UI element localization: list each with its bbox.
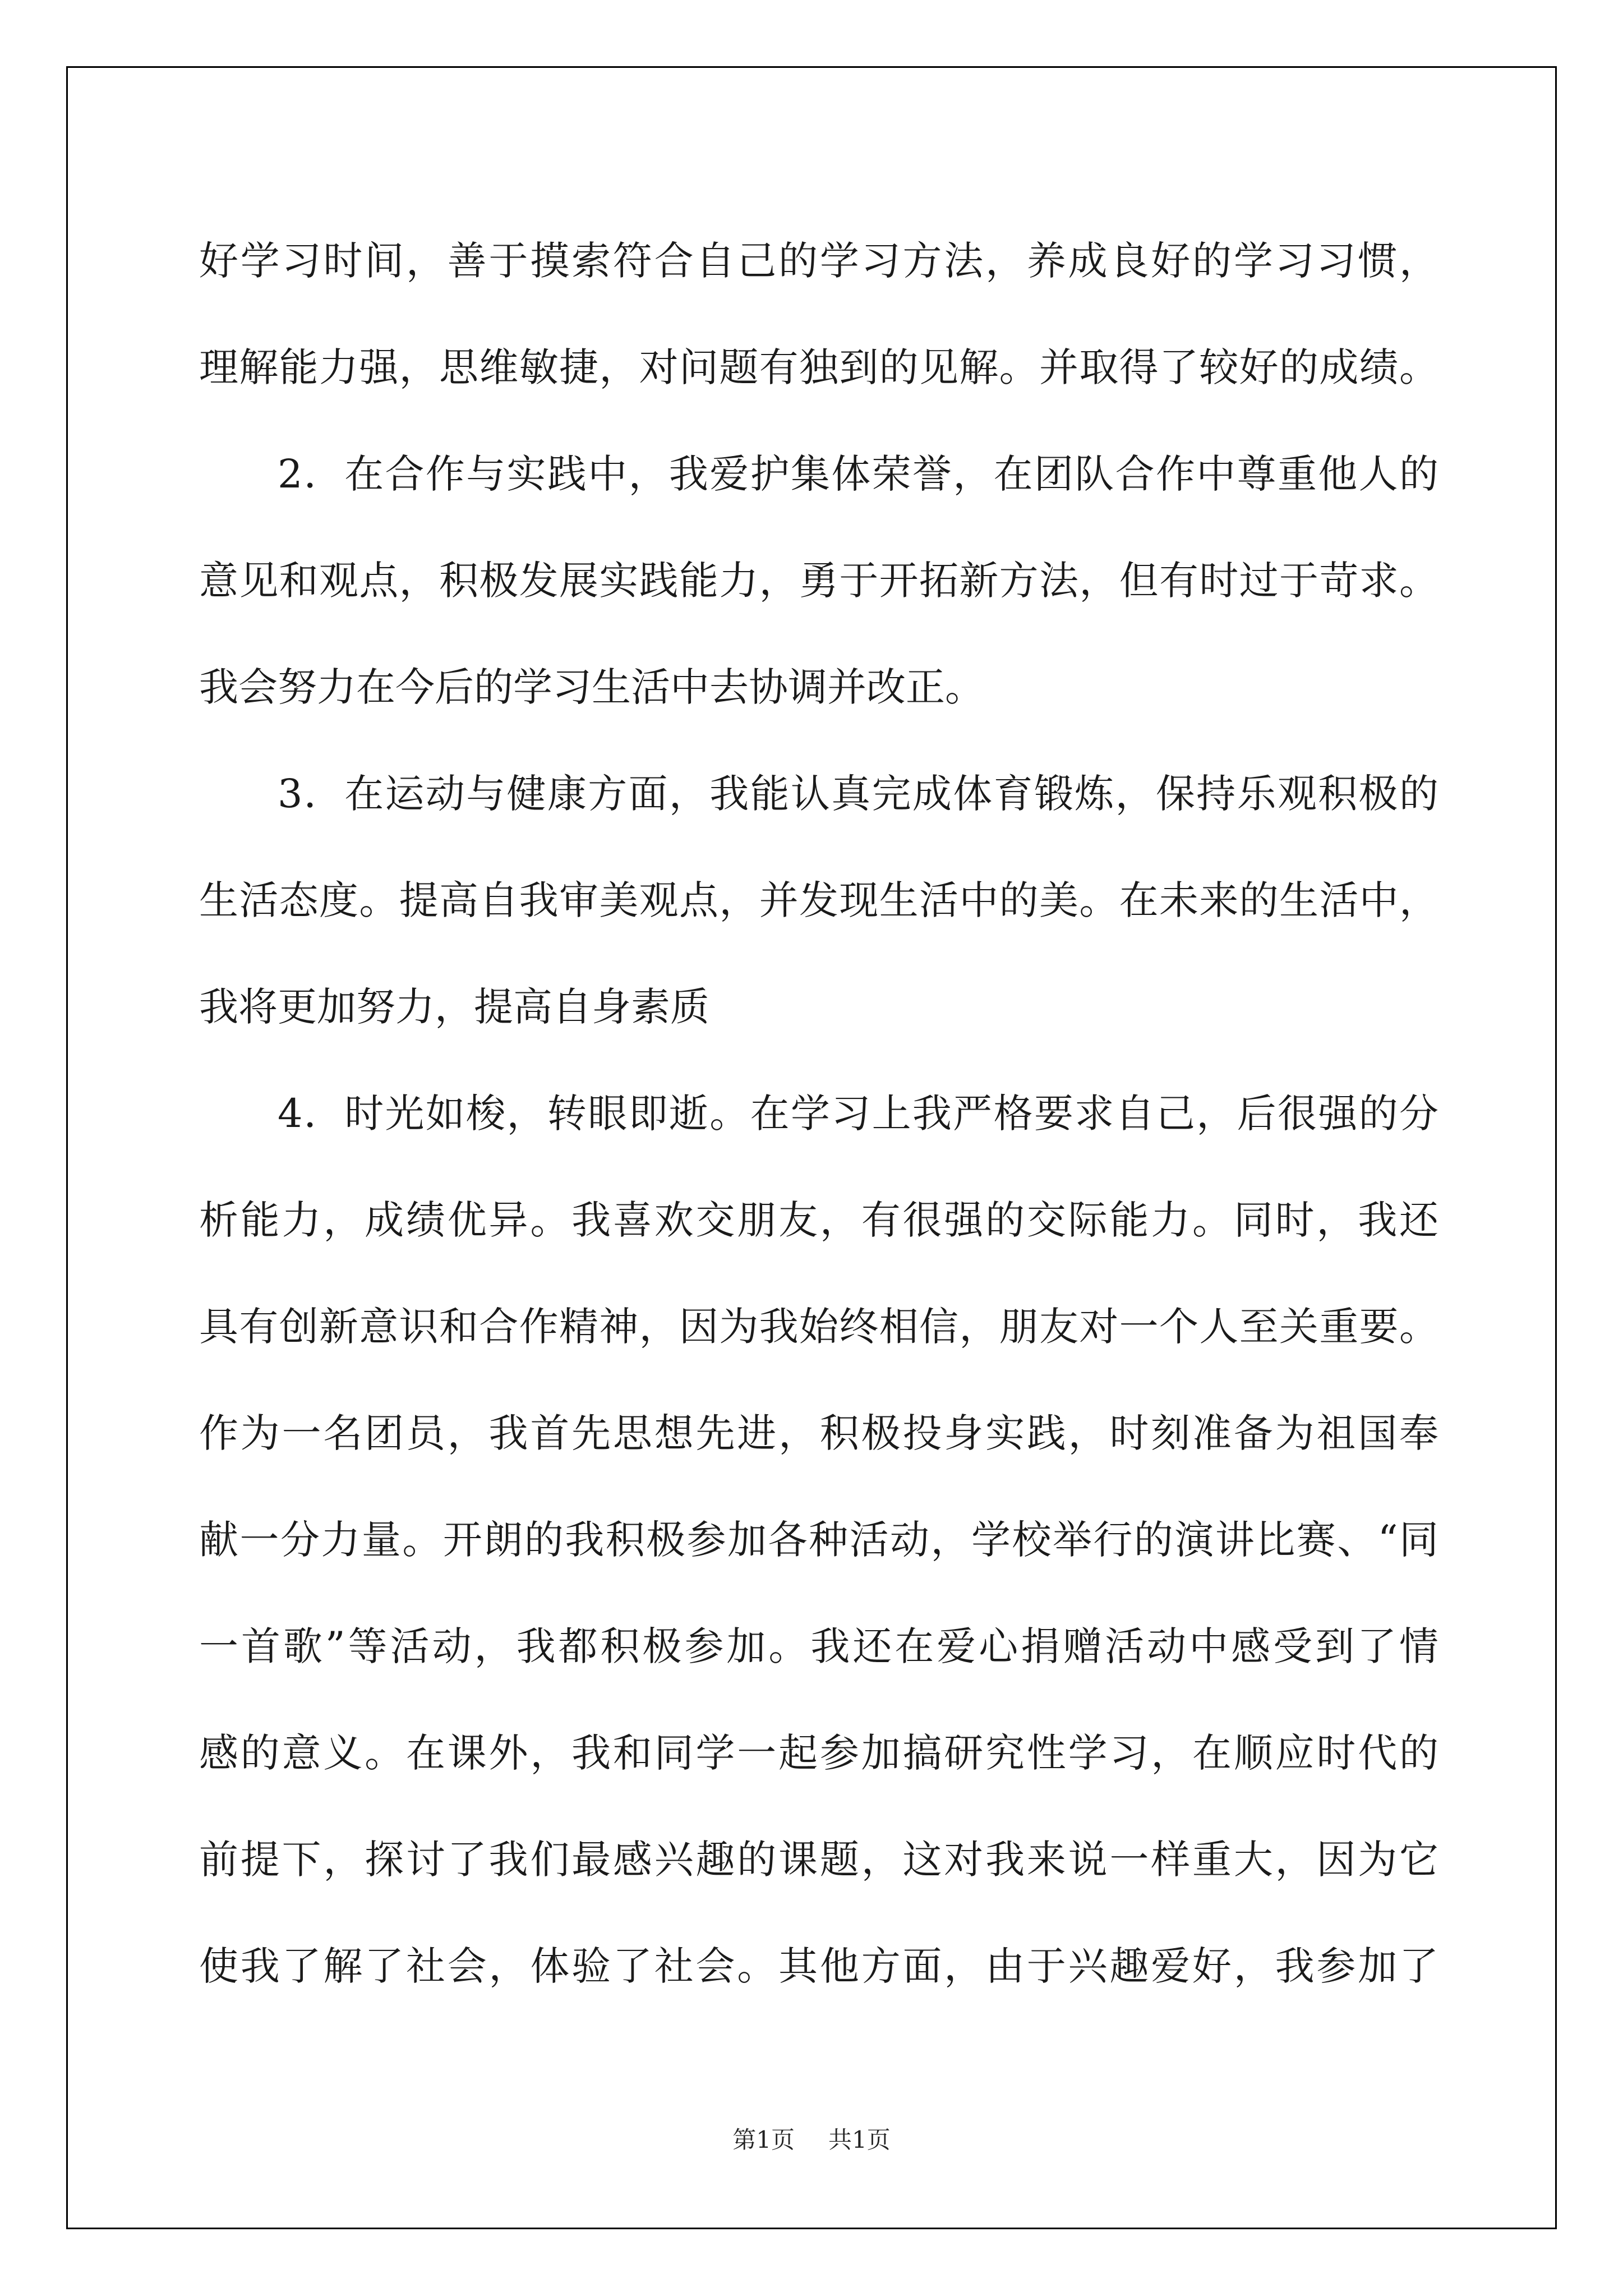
text-line: 使我了解了社会，体验了社会。其他方面，由于兴趣爱好，我参加了 — [199, 1943, 1438, 1989]
text-line: 献一分力量。开朗的我积极参加各种活动，学校举行的演讲比赛、“同 — [199, 1517, 1438, 1563]
text-line: 前提下，探讨了我们最感兴趣的课题，这对我来说一样重大，因为它 — [199, 1837, 1438, 1883]
text-line: 2．在合作与实践中，我爱护集体荣誉，在团队合作中尊重他人的 — [278, 451, 1438, 497]
page-footer — [0, 2122, 1623, 2155]
text-line: 感的意义。在课外，我和同学一起参加搞研究性学习，在顺应时代的 — [199, 1730, 1438, 1776]
document-body — [199, 208, 1438, 2019]
text-line: 意见和观点，积极发展实践能力，勇于开拓新方法，但有时过于苛求。 — [199, 558, 1438, 604]
text-line: 理解能力强，思维敏捷，对问题有独到的见解。并取得了较好的成绩。 — [199, 344, 1438, 390]
text-line: 3．在运动与健康方面，我能认真完成体育锻炼，保持乐观积极的 — [278, 771, 1438, 817]
text-line: 析能力，成绩优异。我喜欢交朋友，有很强的交际能力。同时，我还 — [199, 1197, 1438, 1243]
text-line: 作为一名团员，我首先思想先进，积极投身实践，时刻准备为祖国奉 — [199, 1410, 1438, 1456]
text-line: 具有创新意识和合作精神，因为我始终相信，朋友对一个人至关重要。 — [199, 1304, 1438, 1350]
text-line: 生活态度。提高自我审美观点，并发现生活中的美。在未来的生活中， — [199, 877, 1438, 923]
text-line: 我将更加努力，提高自身素质 — [199, 984, 709, 1030]
page-number: 第1页 — [732, 2126, 795, 2154]
page-total: 共1页 — [828, 2126, 891, 2154]
text-line: 好学习时间，善于摸索符合自己的学习方法，养成良好的学习习惯， — [199, 238, 1438, 284]
text-line: 一首歌”等活动，我都积极参加。我还在爱心捐赠活动中感受到了情 — [199, 1623, 1438, 1669]
text-line: 我会努力在今后的学习生活中去协调并改正。 — [199, 664, 984, 710]
text-line: 4．时光如梭，转眼即逝。在学习上我严格要求自己，后很强的分 — [278, 1091, 1438, 1137]
